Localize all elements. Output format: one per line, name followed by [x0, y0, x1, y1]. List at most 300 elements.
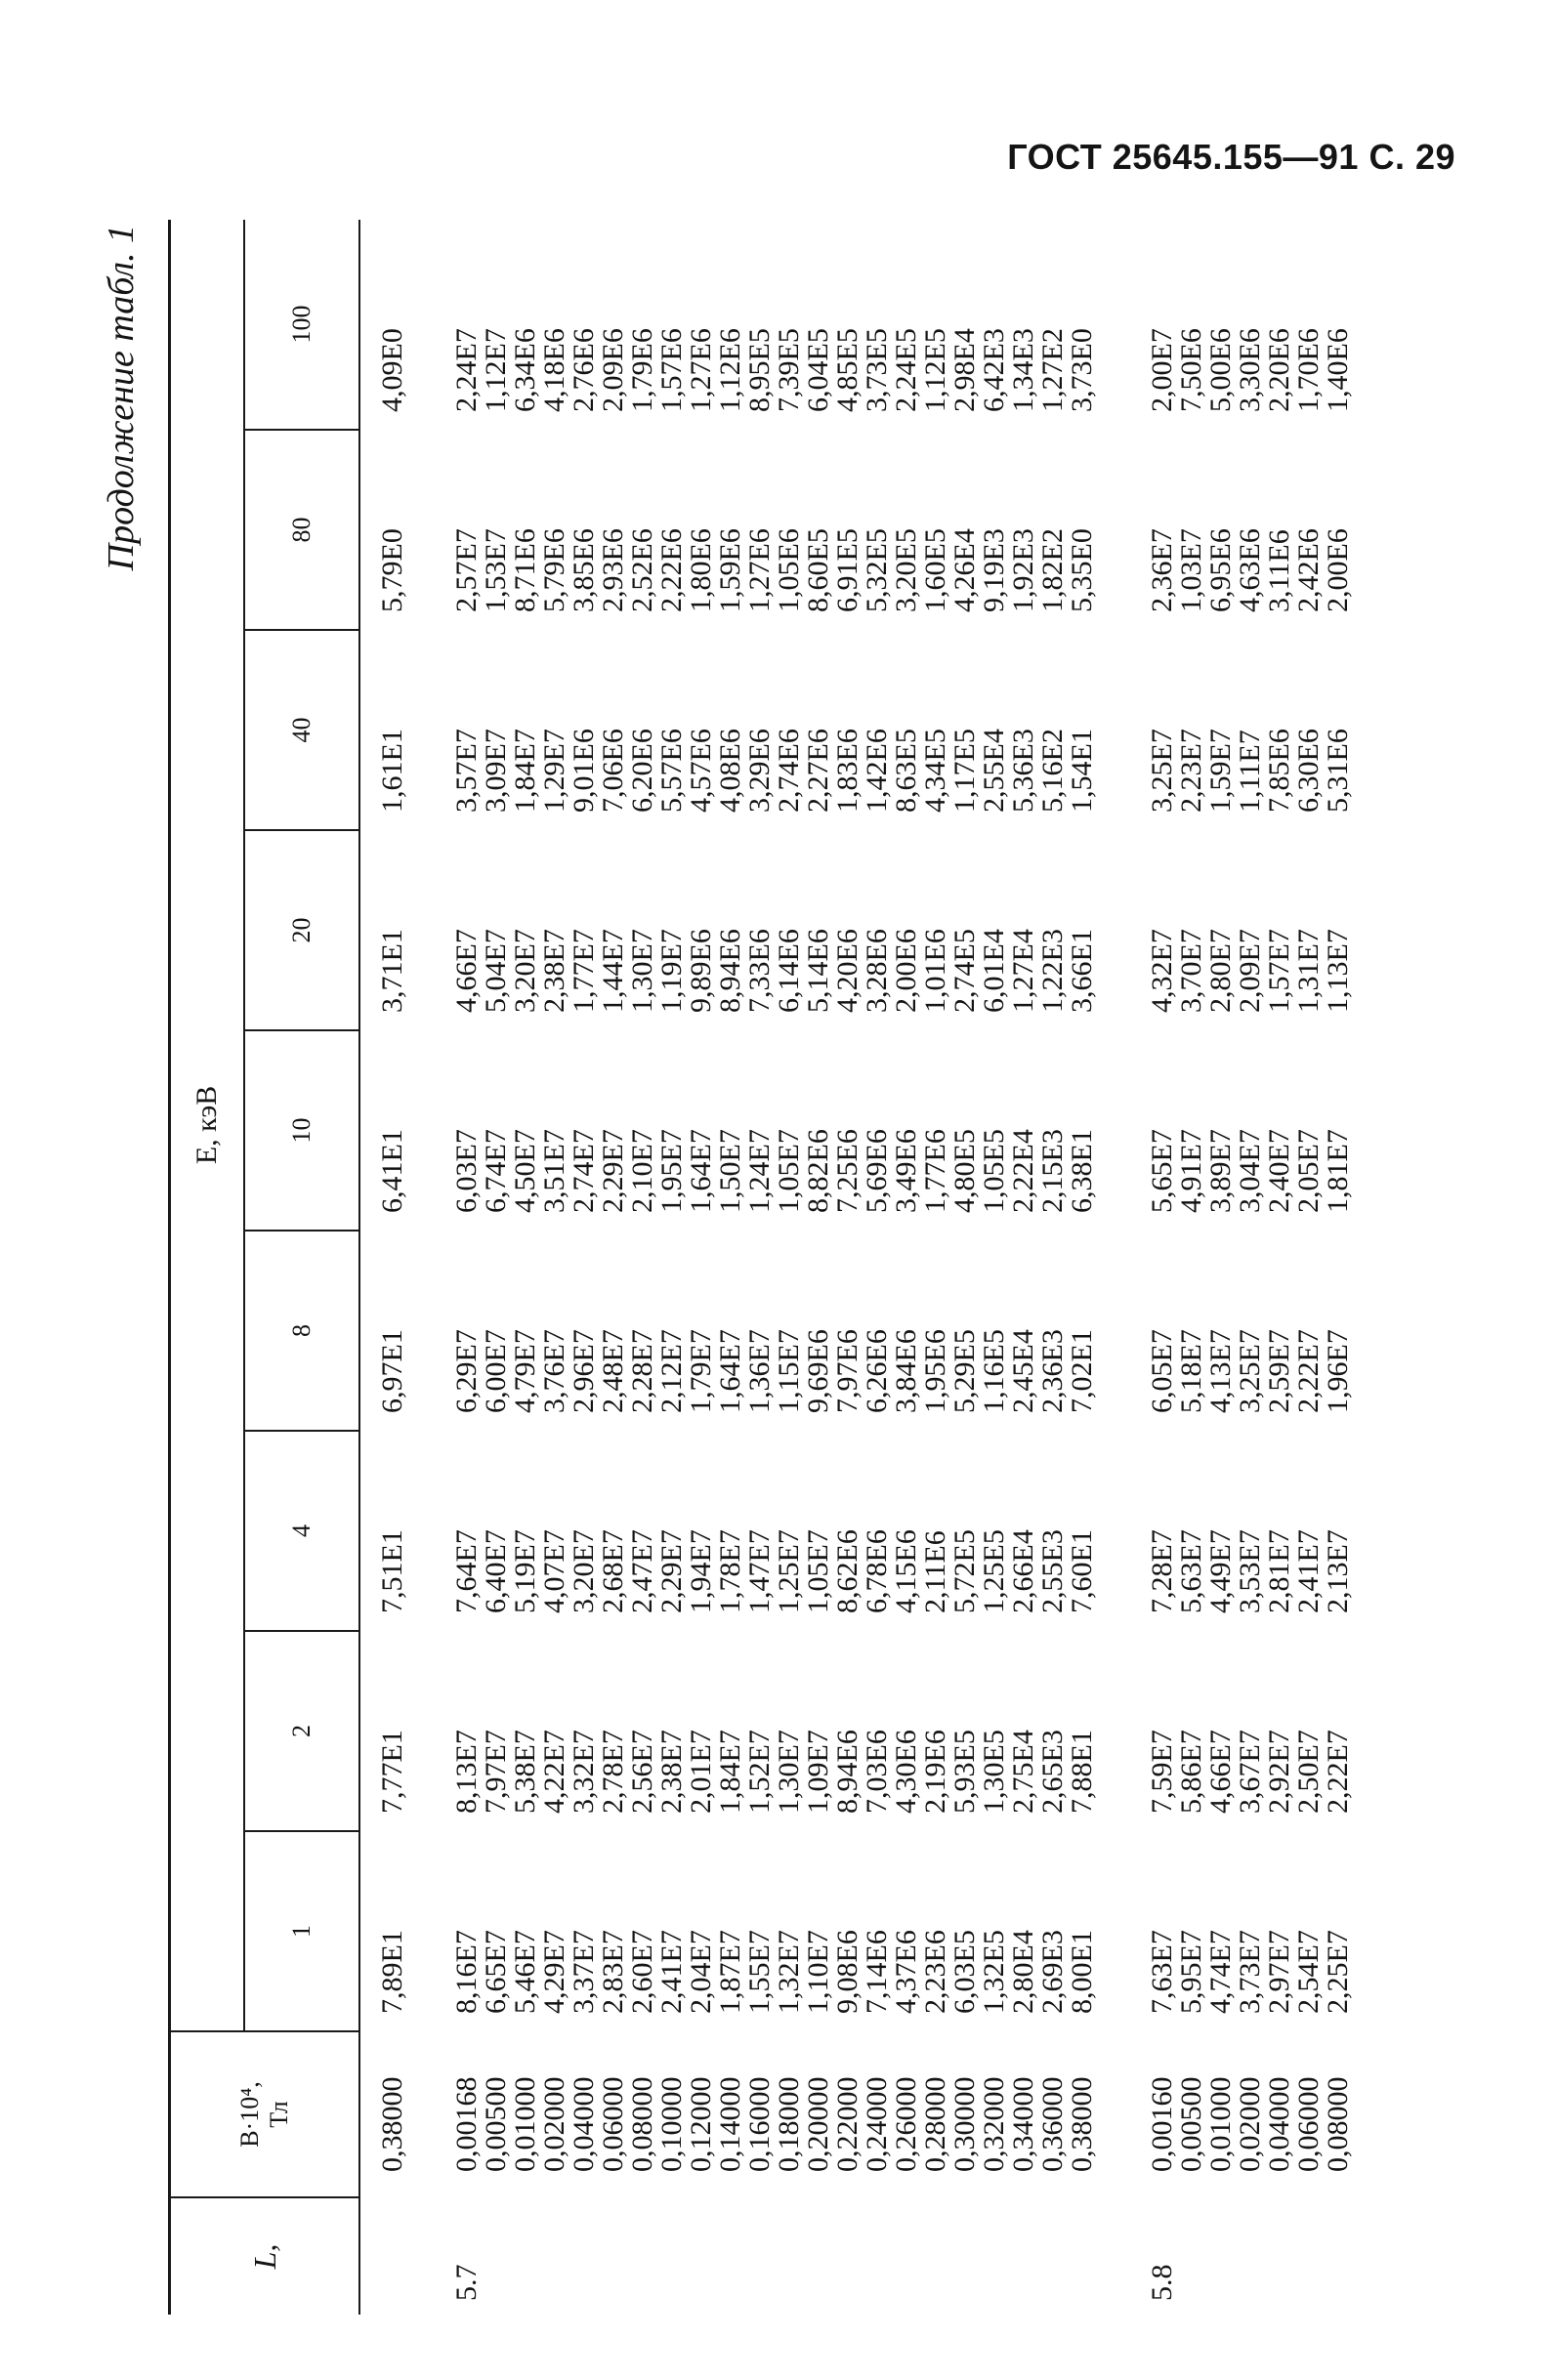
table-cell: 4,09E0	[376, 328, 408, 412]
table-cell: 2,69E3	[1036, 1930, 1069, 2014]
table-cell: 0,22000	[831, 2076, 863, 2172]
table-cell: 5,69E6	[861, 1129, 893, 1213]
value-cell	[359, 630, 435, 830]
value-cell	[435, 1231, 1097, 1431]
table-cell: 7,63E7	[1146, 1930, 1178, 2014]
table-cell: 2,36E3	[1036, 1329, 1069, 1413]
table-cell: 0,16000	[743, 2076, 776, 2172]
table-cell: 0,04000	[568, 2076, 600, 2172]
L-cell: 5.8	[1146, 2264, 1178, 2301]
table-cell: 2,41E7	[1292, 1529, 1325, 1613]
table-cell: 2,01E7	[685, 1730, 717, 1814]
table-cell: 1,95E7	[655, 1129, 688, 1213]
table-cell: 1,17E5	[948, 729, 981, 813]
table-cell: 8,63E5	[890, 729, 922, 813]
table-cell: 4,07E7	[538, 1529, 570, 1613]
table-cell: 8,94E6	[714, 929, 746, 1013]
table-cell: 2,25E7	[1322, 1930, 1354, 2014]
value-cell	[435, 630, 1097, 830]
energy-group-header: E, кэВ	[170, 220, 245, 2031]
table-cell: 0,28000	[919, 2076, 951, 2172]
table-cell: 1,81E7	[1322, 1129, 1354, 1213]
table-cell: 2,23E7	[1175, 729, 1207, 813]
table-cell: 5,19E7	[509, 1529, 541, 1613]
table-cell: 3,57E7	[450, 729, 483, 813]
table-cell: 1,05E7	[802, 1529, 834, 1613]
table-cell: 2,40E7	[1263, 1129, 1295, 1213]
value-cell	[435, 1030, 1097, 1231]
table-row	[359, 220, 435, 2315]
table-cell: 5,72E5	[948, 1529, 981, 1613]
table-cell: 1,94E7	[685, 1529, 717, 1613]
value-cell	[435, 1631, 1097, 1831]
table-cell: 6,01E4	[978, 929, 1010, 1013]
table-cell: 2,45E4	[1007, 1329, 1039, 1413]
table-cell: 8,62E6	[831, 1529, 863, 1613]
table-cell: 2,22E6	[655, 528, 688, 612]
table-cell: 0,08000	[1322, 2076, 1354, 2172]
table-cell: 3,73E0	[1066, 328, 1098, 412]
table-cell: 4,85E5	[831, 328, 863, 412]
table-cell: 0,30000	[948, 2076, 981, 2172]
table-cell: 0,00500	[480, 2076, 512, 2172]
table-cell: 8,94E6	[831, 1730, 863, 1814]
table-cell: 2,56E7	[626, 1730, 658, 1814]
table-cell: 3,51E7	[538, 1129, 570, 1213]
table-cell: 1,11E7	[1234, 730, 1266, 813]
table-cell: 3,37E7	[568, 1930, 600, 2014]
table-cell: 1,27E6	[685, 328, 717, 412]
table-cell: 3,20E7	[509, 929, 541, 1013]
table-cell: 8,13E7	[450, 1730, 483, 1814]
table-cell: 9,19E3	[978, 528, 1010, 612]
table-cell: 8,00E1	[1066, 1930, 1098, 2014]
table-cell: 1,95E6	[919, 1329, 951, 1413]
table-cell: 3,28E6	[861, 929, 893, 1013]
table-cell: 9,69E6	[802, 1329, 834, 1413]
table-cell: 3,11E6	[1263, 529, 1295, 612]
table-cell: 2,41E7	[655, 1930, 688, 2014]
table-cell: 7,88E1	[1066, 1730, 1098, 1814]
table-cell: 4,34E5	[919, 729, 951, 813]
table-cell: 2,52E6	[626, 528, 658, 612]
table-cell: 2,13E7	[1322, 1529, 1354, 1613]
table-cell: 1,64E7	[714, 1329, 746, 1413]
table-cell: 3,76E7	[538, 1329, 570, 1413]
rotated-table-area	[101, 225, 1555, 2315]
table-cell: 3,70E7	[1175, 929, 1207, 1013]
table-cell: 1,50E7	[714, 1129, 746, 1213]
table-cell: 3,71E1	[376, 929, 408, 1013]
table-cell: 6,34E6	[509, 328, 541, 412]
table-cell: 6,20E6	[626, 729, 658, 813]
table-cell: 3,32E7	[568, 1730, 600, 1814]
table-cell: 4,80E5	[948, 1129, 981, 1213]
table-cell: 4,13E7	[1204, 1329, 1237, 1413]
table-cell: 2,81E7	[1263, 1529, 1295, 1613]
table-cell: 2,20E6	[1263, 328, 1295, 412]
table-cell: 3,25E7	[1146, 729, 1178, 813]
table-cell: 1,12E7	[480, 328, 512, 412]
table-cell: 1,34E3	[1007, 328, 1039, 412]
table-cell: 6,78E6	[861, 1529, 893, 1613]
table-cell: 7,50E6	[1175, 328, 1207, 412]
value-cell	[359, 1431, 435, 1631]
table-cell: 2,80E4	[1007, 1930, 1039, 2014]
table-cell: 5,36E3	[1007, 729, 1039, 813]
table-cell: 5,32E5	[861, 528, 893, 612]
table-cell: 6,41E1	[376, 1129, 408, 1213]
table-cell: 1,32E5	[978, 1930, 1010, 2014]
table-cell: 7,89E1	[376, 1930, 408, 2014]
table-cell: 1,55E7	[743, 1930, 776, 2014]
table-cell: 6,00E7	[480, 1329, 512, 1413]
table-cell: 1,29E7	[538, 729, 570, 813]
table-cell: 6,38E1	[1066, 1129, 1098, 1213]
table-cell: 7,77E1	[376, 1730, 408, 1814]
table-cell: 3,20E5	[890, 528, 922, 612]
table-cell: 4,66E7	[1204, 1730, 1237, 1814]
table-cell: 0,06000	[1292, 2076, 1325, 2172]
table-cell: 5,65E7	[1146, 1129, 1178, 1213]
table-cell: 6,91E5	[831, 528, 863, 612]
energy-col-header: 10	[244, 1030, 359, 1231]
table-cell: 2,00E6	[1322, 528, 1354, 612]
value-cell	[1130, 1831, 1353, 2031]
table-cell: 2,55E4	[978, 729, 1010, 813]
table-cell: 1,12E5	[919, 328, 951, 412]
table-cell: 6,40E7	[480, 1529, 512, 1613]
table-cell: 4,22E7	[538, 1730, 570, 1814]
table-cell: 1,57E7	[1263, 929, 1295, 1013]
value-cell	[359, 830, 435, 1030]
table-cell: 1,79E7	[685, 1329, 717, 1413]
table-cell: 1,05E6	[773, 528, 805, 612]
value-cell	[1130, 1030, 1353, 1231]
value-cell	[1130, 1231, 1353, 1431]
table-cell: 2,96E7	[568, 1329, 600, 1413]
table-cell: 1,30E7	[773, 1730, 805, 1814]
table-cell: 2,98E4	[948, 328, 981, 412]
table-cell: 4,57E6	[685, 729, 717, 813]
value-cell	[1130, 430, 1353, 630]
table-cell: 2,93E6	[597, 528, 629, 612]
table-cell: 7,51E1	[376, 1529, 408, 1613]
value-cell	[1130, 1431, 1353, 1631]
table-cell: 1,84E7	[714, 1730, 746, 1814]
table-cell: 5,79E6	[538, 528, 570, 612]
table-cell: 3,89E7	[1204, 1129, 1237, 1213]
table-cell: 2,65E3	[1036, 1730, 1069, 1814]
table-cell: 4,30E6	[890, 1730, 922, 1814]
col-header-B-line1: B·10⁴,	[235, 2081, 265, 2148]
table-cell: 4,63E6	[1234, 528, 1266, 612]
table-cell: 0,00500	[1175, 2076, 1207, 2172]
value-cell	[359, 220, 435, 430]
table-cell: 1,60E5	[919, 528, 951, 612]
table-cell: 4,20E6	[831, 929, 863, 1013]
table-cell: 2,10E7	[626, 1129, 658, 1213]
table-cell: 7,60E1	[1066, 1529, 1098, 1613]
table-cell: 2,22E7	[1292, 1329, 1325, 1413]
table-cell: 1,54E1	[1066, 729, 1098, 813]
table-cell: 2,80E7	[1204, 929, 1237, 1013]
value-cell	[359, 1631, 435, 1831]
table-cell: 8,71E6	[509, 528, 541, 612]
energy-col-header: 100	[244, 220, 359, 430]
table-cell: 6,29E7	[450, 1329, 483, 1413]
table-cell: 4,08E6	[714, 729, 746, 813]
table-cell: 1,25E7	[773, 1529, 805, 1613]
table-cell: 0,12000	[685, 2076, 717, 2172]
table-cell: 0,01000	[1204, 2076, 1237, 2172]
table-cell: 7,59E7	[1146, 1730, 1178, 1814]
table-cell: 2,09E7	[1234, 929, 1266, 1013]
table-cell: 5,04E7	[480, 929, 512, 1013]
table-cell: 7,97E6	[831, 1329, 863, 1413]
table-cell: 5,00E6	[1204, 328, 1237, 412]
table-cell: 1,47E7	[743, 1529, 776, 1613]
table-cell: 2,42E6	[1292, 528, 1325, 612]
energy-col-header: 1	[244, 1831, 359, 2031]
table-cell: 0,20000	[802, 2076, 834, 2172]
energy-col-header: 8	[244, 1231, 359, 1431]
table-cell: 7,97E7	[480, 1730, 512, 1814]
value-cell	[1130, 220, 1353, 430]
table-cell: 2,29E7	[597, 1129, 629, 1213]
table-cell: 7,14E6	[861, 1930, 893, 2014]
table-cell: 2,29E7	[655, 1529, 688, 1613]
table-cell: 2,60E7	[626, 1930, 658, 2014]
table-cell: 1,22E3	[1036, 929, 1069, 1013]
table-cell: 0,38000	[376, 2076, 408, 2172]
table-cell: 1,19E7	[655, 929, 688, 1013]
B-cell	[435, 2031, 1097, 2197]
table-cell: 3,73E7	[1234, 1930, 1266, 2014]
table-cell: 3,29E6	[743, 729, 776, 813]
table-cell: 6,65E7	[480, 1930, 512, 2014]
table-cell: 2,68E7	[597, 1529, 629, 1613]
table-cell: 7,02E1	[1066, 1329, 1098, 1413]
B-cell	[1130, 2031, 1353, 2197]
table-cell: 1,27E2	[1036, 328, 1069, 412]
table-cell: 1,15E7	[773, 1329, 805, 1413]
table-cell: 7,39E5	[773, 328, 805, 412]
table-cell: 7,85E6	[1263, 729, 1295, 813]
energy-col-header: 80	[244, 430, 359, 630]
table-cell: 5,63E7	[1175, 1529, 1207, 1613]
table-cell: 2,11E6	[919, 1530, 951, 1613]
value-cell	[435, 1831, 1097, 2031]
table-cell: 0,32000	[978, 2076, 1010, 2172]
table-cell: 1,70E6	[1292, 328, 1325, 412]
table-cell: 5,46E7	[509, 1930, 541, 2014]
table-cell: 2,74E6	[773, 729, 805, 813]
table-cell: 3,49E6	[890, 1129, 922, 1213]
table-cell: 2,24E5	[890, 328, 922, 412]
table-cell: 1,77E6	[919, 1129, 951, 1213]
table-cell: 4,15E6	[890, 1529, 922, 1613]
value-cell	[1130, 630, 1353, 830]
page-header: ГОСТ 25645.155—91 С. 29	[1007, 137, 1455, 177]
table-cell: 1,05E5	[978, 1129, 1010, 1213]
value-cell	[435, 430, 1097, 630]
B-cell	[359, 2031, 435, 2197]
table-cell: 2,76E6	[568, 328, 600, 412]
table-cell: 7,64E7	[450, 1529, 483, 1613]
table-cell: 1,30E5	[978, 1730, 1010, 1814]
table-cell: 0,02000	[538, 2076, 570, 2172]
value-cell	[435, 830, 1097, 1030]
table-cell: 0,06000	[597, 2076, 629, 2172]
table-cell: 1,13E7	[1322, 929, 1354, 1013]
table-cell: 7,06E6	[597, 729, 629, 813]
table-cell: 8,95E5	[743, 328, 776, 412]
table-cell: 1,92E3	[1007, 528, 1039, 612]
table-cell: 6,30E6	[1292, 729, 1325, 813]
energy-col-header: 40	[244, 630, 359, 830]
table-cell: 9,01E6	[568, 729, 600, 813]
table-cell: 2,27E6	[802, 729, 834, 813]
table-cell: 5,79E0	[376, 528, 408, 612]
table-cell: 1,05E7	[773, 1129, 805, 1213]
value-cell	[435, 220, 1097, 430]
table-cell: 4,66E7	[450, 929, 483, 1013]
group-spacer	[1097, 220, 1130, 2315]
col-header-B-line2: Тл	[265, 2101, 293, 2128]
table-cell: 1,64E7	[685, 1129, 717, 1213]
table-cell: 1,31E7	[1292, 929, 1325, 1013]
table-cell: 4,32E7	[1146, 929, 1178, 1013]
table-cell: 2,09E6	[597, 328, 629, 412]
table-cell: 2,92E7	[1263, 1730, 1295, 1814]
table-cell: 2,28E7	[626, 1329, 658, 1413]
table-cell: 6,03E5	[948, 1930, 981, 2014]
table-cell: 1,12E6	[714, 328, 746, 412]
table-cell: 4,74E7	[1204, 1930, 1237, 2014]
table-cell: 0,10000	[655, 2076, 688, 2172]
table-cell: 2,05E7	[1292, 1129, 1325, 1213]
table-cell: 3,20E7	[568, 1529, 600, 1613]
table-cell: 3,85E6	[568, 528, 600, 612]
table-cell: 1,30E7	[626, 929, 658, 1013]
table-cell: 1,78E7	[714, 1529, 746, 1613]
table-cell: 0,24000	[861, 2076, 893, 2172]
table-cell: 2,74E5	[948, 929, 981, 1013]
table-cell: 6,74E7	[480, 1129, 512, 1213]
table-cell: 2,12E7	[655, 1329, 688, 1413]
table-cell: 2,15E3	[1036, 1129, 1069, 1213]
table-cell: 2,66E4	[1007, 1529, 1039, 1613]
energy-col-header: 2	[244, 1631, 359, 1831]
table-cell: 1,32E7	[773, 1930, 805, 2014]
table-cell: 1,10E7	[802, 1930, 834, 2014]
col-header-L: L,	[170, 2197, 360, 2315]
value-cell	[359, 1831, 435, 2031]
table-cell: 7,25E6	[831, 1129, 863, 1213]
table-cell: 5,35E0	[1066, 528, 1098, 612]
table-cell: 0,26000	[890, 2076, 922, 2172]
table-cell: 2,83E7	[597, 1930, 629, 2014]
table-cell: 3,53E7	[1234, 1529, 1266, 1613]
table-cell: 9,89E6	[685, 929, 717, 1013]
table-cell: 2,75E4	[1007, 1730, 1039, 1814]
table-cell: 2,23E6	[919, 1930, 951, 2014]
continuation-label: Продолжение табл. 1	[101, 225, 142, 571]
table-cell: 4,79E7	[509, 1329, 541, 1413]
table-cell: 3,09E7	[480, 729, 512, 813]
value-cell	[359, 1030, 435, 1231]
table-cell: 2,24E7	[450, 328, 483, 412]
table-row-group	[1130, 220, 1353, 2315]
table-cell: 6,14E6	[773, 929, 805, 1013]
table-cell: 3,66E1	[1066, 929, 1098, 1013]
table-cell: 1,52E7	[743, 1730, 776, 1814]
table-cell: 1,16E5	[978, 1329, 1010, 1413]
table-cell: 3,67E7	[1234, 1730, 1266, 1814]
table-cell: 1,57E6	[655, 328, 688, 412]
table-cell: 2,36E7	[1146, 528, 1178, 612]
table-cell: 1,25E5	[978, 1529, 1010, 1613]
table-cell: 2,50E7	[1292, 1730, 1325, 1814]
table-cell: 6,42E3	[978, 328, 1010, 412]
table-cell: 9,08E6	[831, 1930, 863, 2014]
value-cell	[435, 1431, 1097, 1631]
table-row-group	[435, 220, 1097, 2315]
table-cell: 0,08000	[626, 2076, 658, 2172]
table-cell: 6,26E6	[861, 1329, 893, 1413]
table-cell: 2,78E7	[597, 1730, 629, 1814]
table-cell: 5,29E5	[948, 1329, 981, 1413]
table-cell: 0,01000	[509, 2076, 541, 2172]
table-cell: 2,74E7	[568, 1129, 600, 1213]
table-cell: 2,00E6	[890, 929, 922, 1013]
table-cell: 3,30E6	[1234, 328, 1266, 412]
table-cell: 0,00168	[450, 2076, 483, 2172]
table-cell: 1,80E6	[685, 528, 717, 612]
table-cell: 0,36000	[1036, 2076, 1069, 2172]
value-cell	[359, 1231, 435, 1431]
table-cell: 0,02000	[1234, 2076, 1266, 2172]
table-cell: 5,16E2	[1036, 729, 1069, 813]
table-cell: 2,22E7	[1322, 1730, 1354, 1814]
L-cell	[359, 2197, 435, 2315]
table-cell: 7,03E6	[861, 1730, 893, 1814]
table-cell: 2,97E7	[1263, 1930, 1295, 2014]
table-cell: 3,73E5	[861, 328, 893, 412]
table-cell: 5,14E6	[802, 929, 834, 1013]
table-cell: 4,91E7	[1175, 1129, 1207, 1213]
table-cell: 4,18E6	[538, 328, 570, 412]
table-cell: 3,04E7	[1234, 1129, 1266, 1213]
table-cell: 2,38E7	[655, 1730, 688, 1814]
table-cell: 1,03E7	[1175, 528, 1207, 612]
energy-col-header: 4	[244, 1431, 359, 1631]
table-cell: 0,34000	[1007, 2076, 1039, 2172]
table-cell: 6,97E1	[376, 1329, 408, 1413]
table-cell: 1,83E6	[831, 729, 863, 813]
energy-col-header: 20	[244, 830, 359, 1030]
table-cell: 4,29E7	[538, 1930, 570, 2014]
table-cell: 5,57E6	[655, 729, 688, 813]
table-cell: 6,03E7	[450, 1129, 483, 1213]
value-cell	[1130, 1631, 1353, 1831]
table-cell: 2,59E7	[1263, 1329, 1295, 1413]
table-cell: 2,48E7	[597, 1329, 629, 1413]
L-cell: 5.7	[450, 2264, 483, 2301]
table-cell: 1,61E1	[376, 729, 408, 813]
table-cell: 0,00160	[1146, 2076, 1178, 2172]
